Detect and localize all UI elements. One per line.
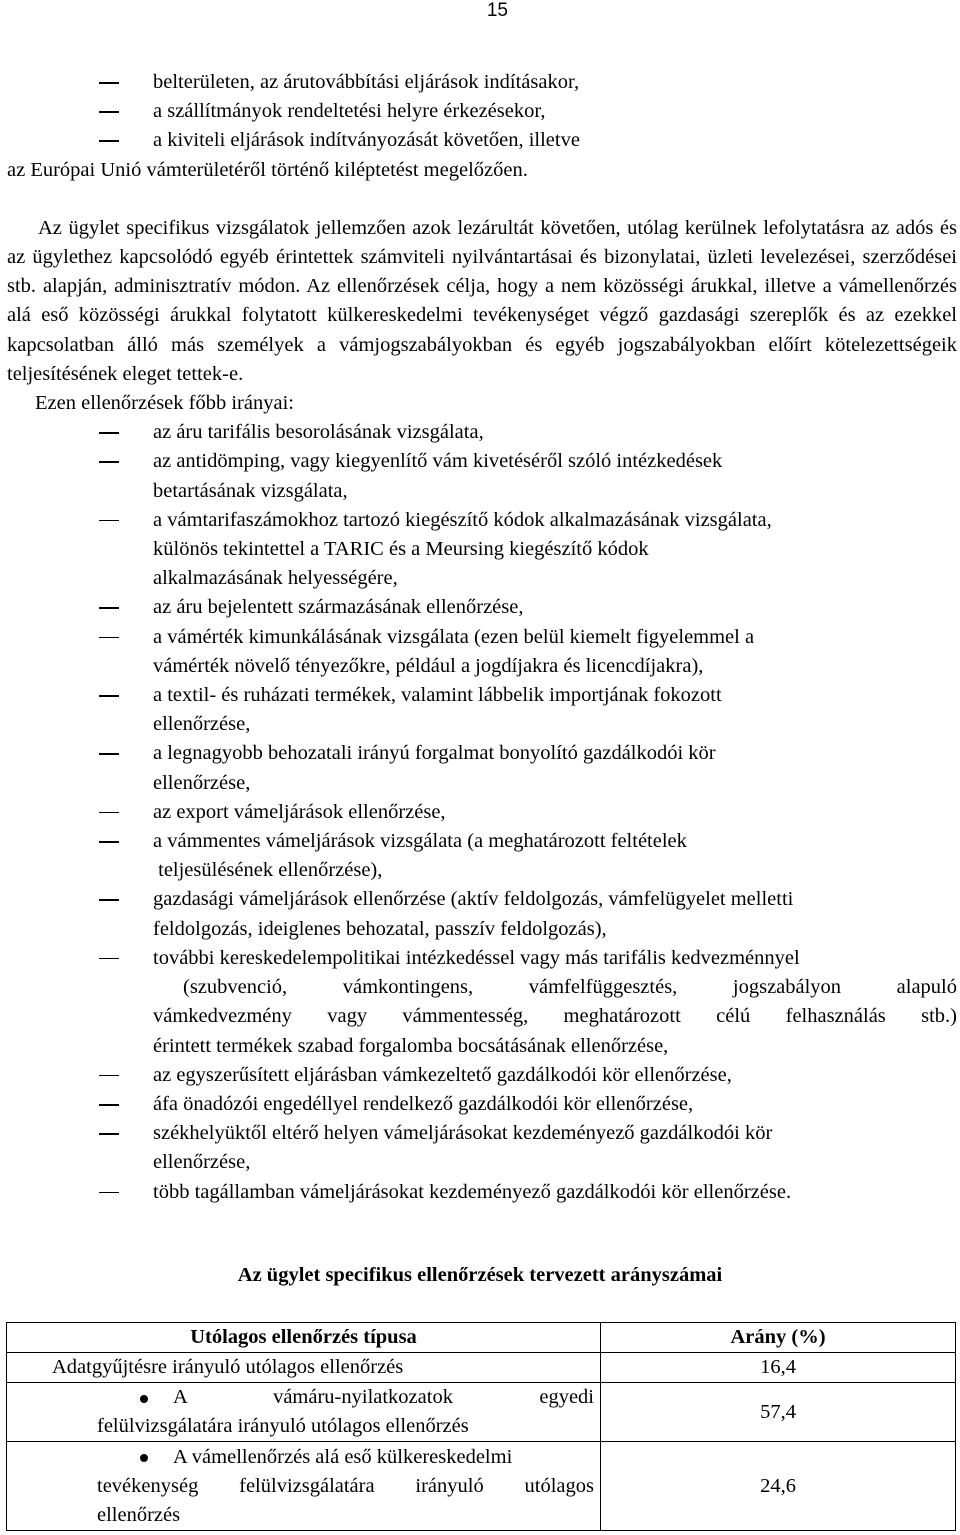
table-title: Az ügylet specifikus ellenőrzések tervezett arányszámai [237,1264,723,1286]
directions-lead: Ezen ellenőrzések főbb irányai: [35,392,294,415]
list-item: székhelyüktől eltérő helyen vámeljárásokat kezdeményező gazdálkodói kör ellenőrzése, [7,1119,957,1177]
list-item: a vámmentes vámeljárások vizsgálata (a meghatározott feltételek teljesülésének ellenőrzése), [7,827,957,885]
list-item: az egyszerűsített eljárásban vámkezeltető gazdálkodói kör ellenőrzése, [7,1061,957,1090]
body-paragraph: Az ügylet specifikus vizsgálatok jellemzően azok lezárultát követően, utólag kerülnek lefolytatásra az adós és az ügylethez kapcsolódó egyéb érintettek számviteli nyilvántartásai és bizonylatai, üzleti levelezései, szerződései stb. alapján, adminisztratív módon. Az ellenőrzések célja, hogy a nem közösségi árukkal, illetve a vámellenőrzés alá eső közösségi árukkal folytatott külkereskedelmi tevékenységet végző gazdasági szereplők és az ezekkel kapcsolatban álló más személyek a vámjogszabályokban és egyéb jogszabályokban előírt kötelezettségeik teljesítésének eleget tettek-e. [7,216,957,385]
row-type: Adatgyűjtésre irányuló utólagos ellenőrzés [7,1353,601,1383]
list-item: belterületen, az árutovábbítási eljárások indításakor, [7,68,957,97]
list-item: áfa önadózói engedéllyel rendelkező gazdálkodói kör ellenőrzése, [7,1090,957,1119]
list-item: több tagállamban vámeljárásokat kezdeményező gazdálkodói kör ellenőrzése. [7,1178,957,1207]
list-item: az antidömping, vagy kiegyenlítő vám kivetéséről szóló intézkedések betartásának vizsgálata, [7,447,957,505]
bullet-icon [140,1395,148,1403]
row-ratio: 24,6 [601,1442,956,1531]
list-item: az export vámeljárások ellenőrzése, [7,798,957,827]
page-number: 15 [486,0,508,21]
row-ratio: 16,4 [601,1353,956,1383]
row-type: A vámáru-nyilatkozatok egyedi felülvizsgálatára irányuló utólagos ellenőrzés [7,1383,601,1442]
document-body [7,68,957,1207]
list-item: az áru bejelentett származásának ellenőrzése, [7,593,957,622]
header-type: Utólagos ellenőrzés típusa [7,1323,601,1353]
table-header-row [7,1323,956,1353]
bullet-icon [140,1454,148,1462]
list-item: a szállítmányok rendeltetési helyre érkezésekor, [7,97,957,126]
list-item: további kereskedelempolitikai intézkedéssel vagy más tarifális kedvezménnyel (szubvenció, vámkontingens, vámfelfüggesztés, jogszabályon alapuló vámkedvezmény vagy vámmentesség, meghatározott célú felhasználás stb.) érintett termékek szabad forgalomba bocsátásának ellenőrzése, [7,944,957,1061]
ratio-table [6,1322,956,1531]
header-ratio: Arány (%) [601,1323,956,1353]
list-tail-text: az Európai Unió vámterületéről történő kiléptetést megelőzően. [7,158,528,181]
table-row [7,1442,956,1531]
list-item: gazdasági vámeljárások ellenőrzése (aktív feldolgozás, vámfelügyelet melletti feldolgozás, ideiglenes behozatal, passzív feldolgozás), [7,885,957,943]
list-item: az áru tarifális besorolásának vizsgálata, [7,418,957,447]
list-item: a textil- és ruházati termékek, valamint lábbelik importjának fokozott ellenőrzése, [7,681,957,739]
row-ratio: 57,4 [601,1383,956,1442]
row-type: A vámellenőrzés alá eső külkereskedelmi tevékenység felülvizsgálatára irányuló utólagos ellenőrzés [7,1442,601,1531]
directions-list [7,418,957,1206]
list-item: a vámtarifaszámokhoz tartozó kiegészítő kódok alkalmazásának vizsgálata, különös tekintettel a TARIC és a Meursing kiegészítő kódok alkalmazásának helyességére, [7,506,957,594]
list-item: a legnagyobb behozatali irányú forgalmat bonyolító gazdálkodói kör ellenőrzése, [7,739,957,797]
list-item: a kiviteli eljárások indítványozását követően, illetve [7,126,957,155]
table-row [7,1353,956,1383]
table-row [7,1383,956,1442]
list-item: a vámérték kimunkálásának vizsgálata (ezen belül kiemelt figyelemmel a vámérték növelő tényezőkre, például a jogdíjakra és licencdíjakra), [7,623,957,681]
